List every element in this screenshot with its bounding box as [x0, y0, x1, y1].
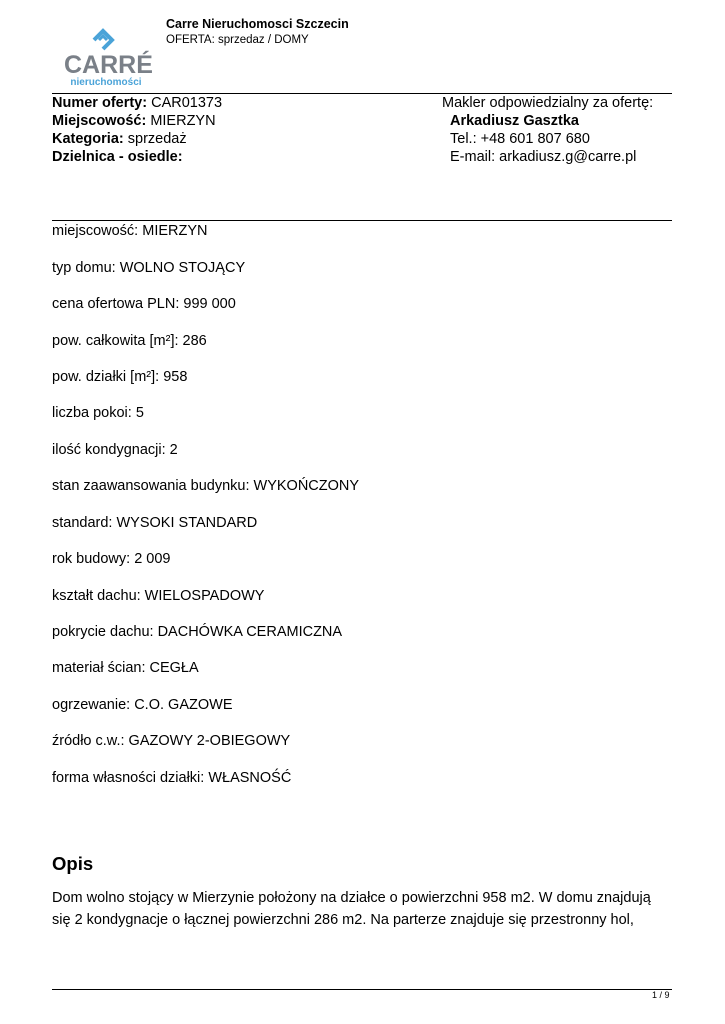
feature-item: cena ofertowa PLN: 999 000 [52, 296, 236, 312]
offer-city-label: Miejscowość: [52, 113, 147, 129]
agent-name: Arkadiusz Gasztka [450, 113, 579, 129]
offer-type: OFERTA: sprzedaz / DOMY [166, 34, 309, 46]
feature-item: liczba pokoi: 5 [52, 405, 144, 421]
description-text: Dom wolno stojący w Mierzynie położony na działce o powierzchni 958 m2. W domu znajdują się 2 kondygnacje o łącznej powierzchni 286 m2. Na parterze znajduje się przestronny hol, [52, 890, 651, 928]
page-number: 1 / 9 [652, 990, 670, 1000]
company-logo [64, 26, 153, 88]
details-divider [52, 220, 672, 221]
feature-item: pow. całkowita [m²]: 286 [52, 333, 207, 349]
feature-item: pow. działki [m²]: 958 [52, 369, 188, 385]
feature-item: typ domu: WOLNO STOJĄCY [52, 260, 246, 276]
feature-item: pokrycie dachu: DACHÓWKA CERAMICZNA [52, 624, 343, 640]
offer-category [52, 130, 187, 148]
feature-item: ogrzewanie: C.O. GAZOWE [52, 697, 233, 713]
agent-heading: Makler odpowiedzialny za ofertę: [442, 95, 654, 111]
offer-city [52, 112, 216, 130]
offer-district [52, 148, 183, 166]
agent-phone[interactable]: Tel.: +48 601 807 680 [450, 131, 590, 147]
feature-item: miejscowość: MIERZYN [52, 223, 208, 239]
feature-item: źródło c.w.: GAZOWY 2-OBIEGOWY [52, 733, 291, 749]
feature-item: kształt dachu: WIELOSPADOWY [52, 588, 265, 604]
feature-item: stan zaawansowania budynku: WYKOŃCZONY [52, 478, 360, 494]
offer-category-value: sprzedaż [127, 131, 187, 147]
company-name: Carre Nieruchomosci Szczecin [166, 17, 349, 31]
logo-brand-text: CARRÉ [64, 51, 153, 79]
diamond-logo-icon [88, 26, 118, 54]
feature-item: ilość kondygnacji: 2 [52, 442, 178, 458]
offer-number-label: Numer oferty: [52, 95, 148, 111]
feature-item: standard: WYSOKI STANDARD [52, 515, 258, 531]
offer-district-label: Dzielnica - osiedle: [52, 149, 183, 165]
offer-city-value: MIERZYN [150, 113, 216, 129]
feature-item: materiał ścian: CEGŁA [52, 660, 199, 676]
logo-sub-text: nieruchomości [70, 77, 142, 88]
agent-email[interactable]: E-mail: arkadiusz.g@carre.pl [450, 149, 637, 165]
feature-item: rok budowy: 2 009 [52, 551, 171, 567]
footer-divider [52, 989, 672, 990]
offer-number-value: CAR01373 [151, 95, 223, 111]
feature-item: forma własności działki: WŁASNOŚĆ [52, 770, 292, 786]
description-heading: Opis [52, 853, 94, 874]
offer-category-label: Kategoria: [52, 131, 124, 147]
offer-number [52, 94, 222, 112]
